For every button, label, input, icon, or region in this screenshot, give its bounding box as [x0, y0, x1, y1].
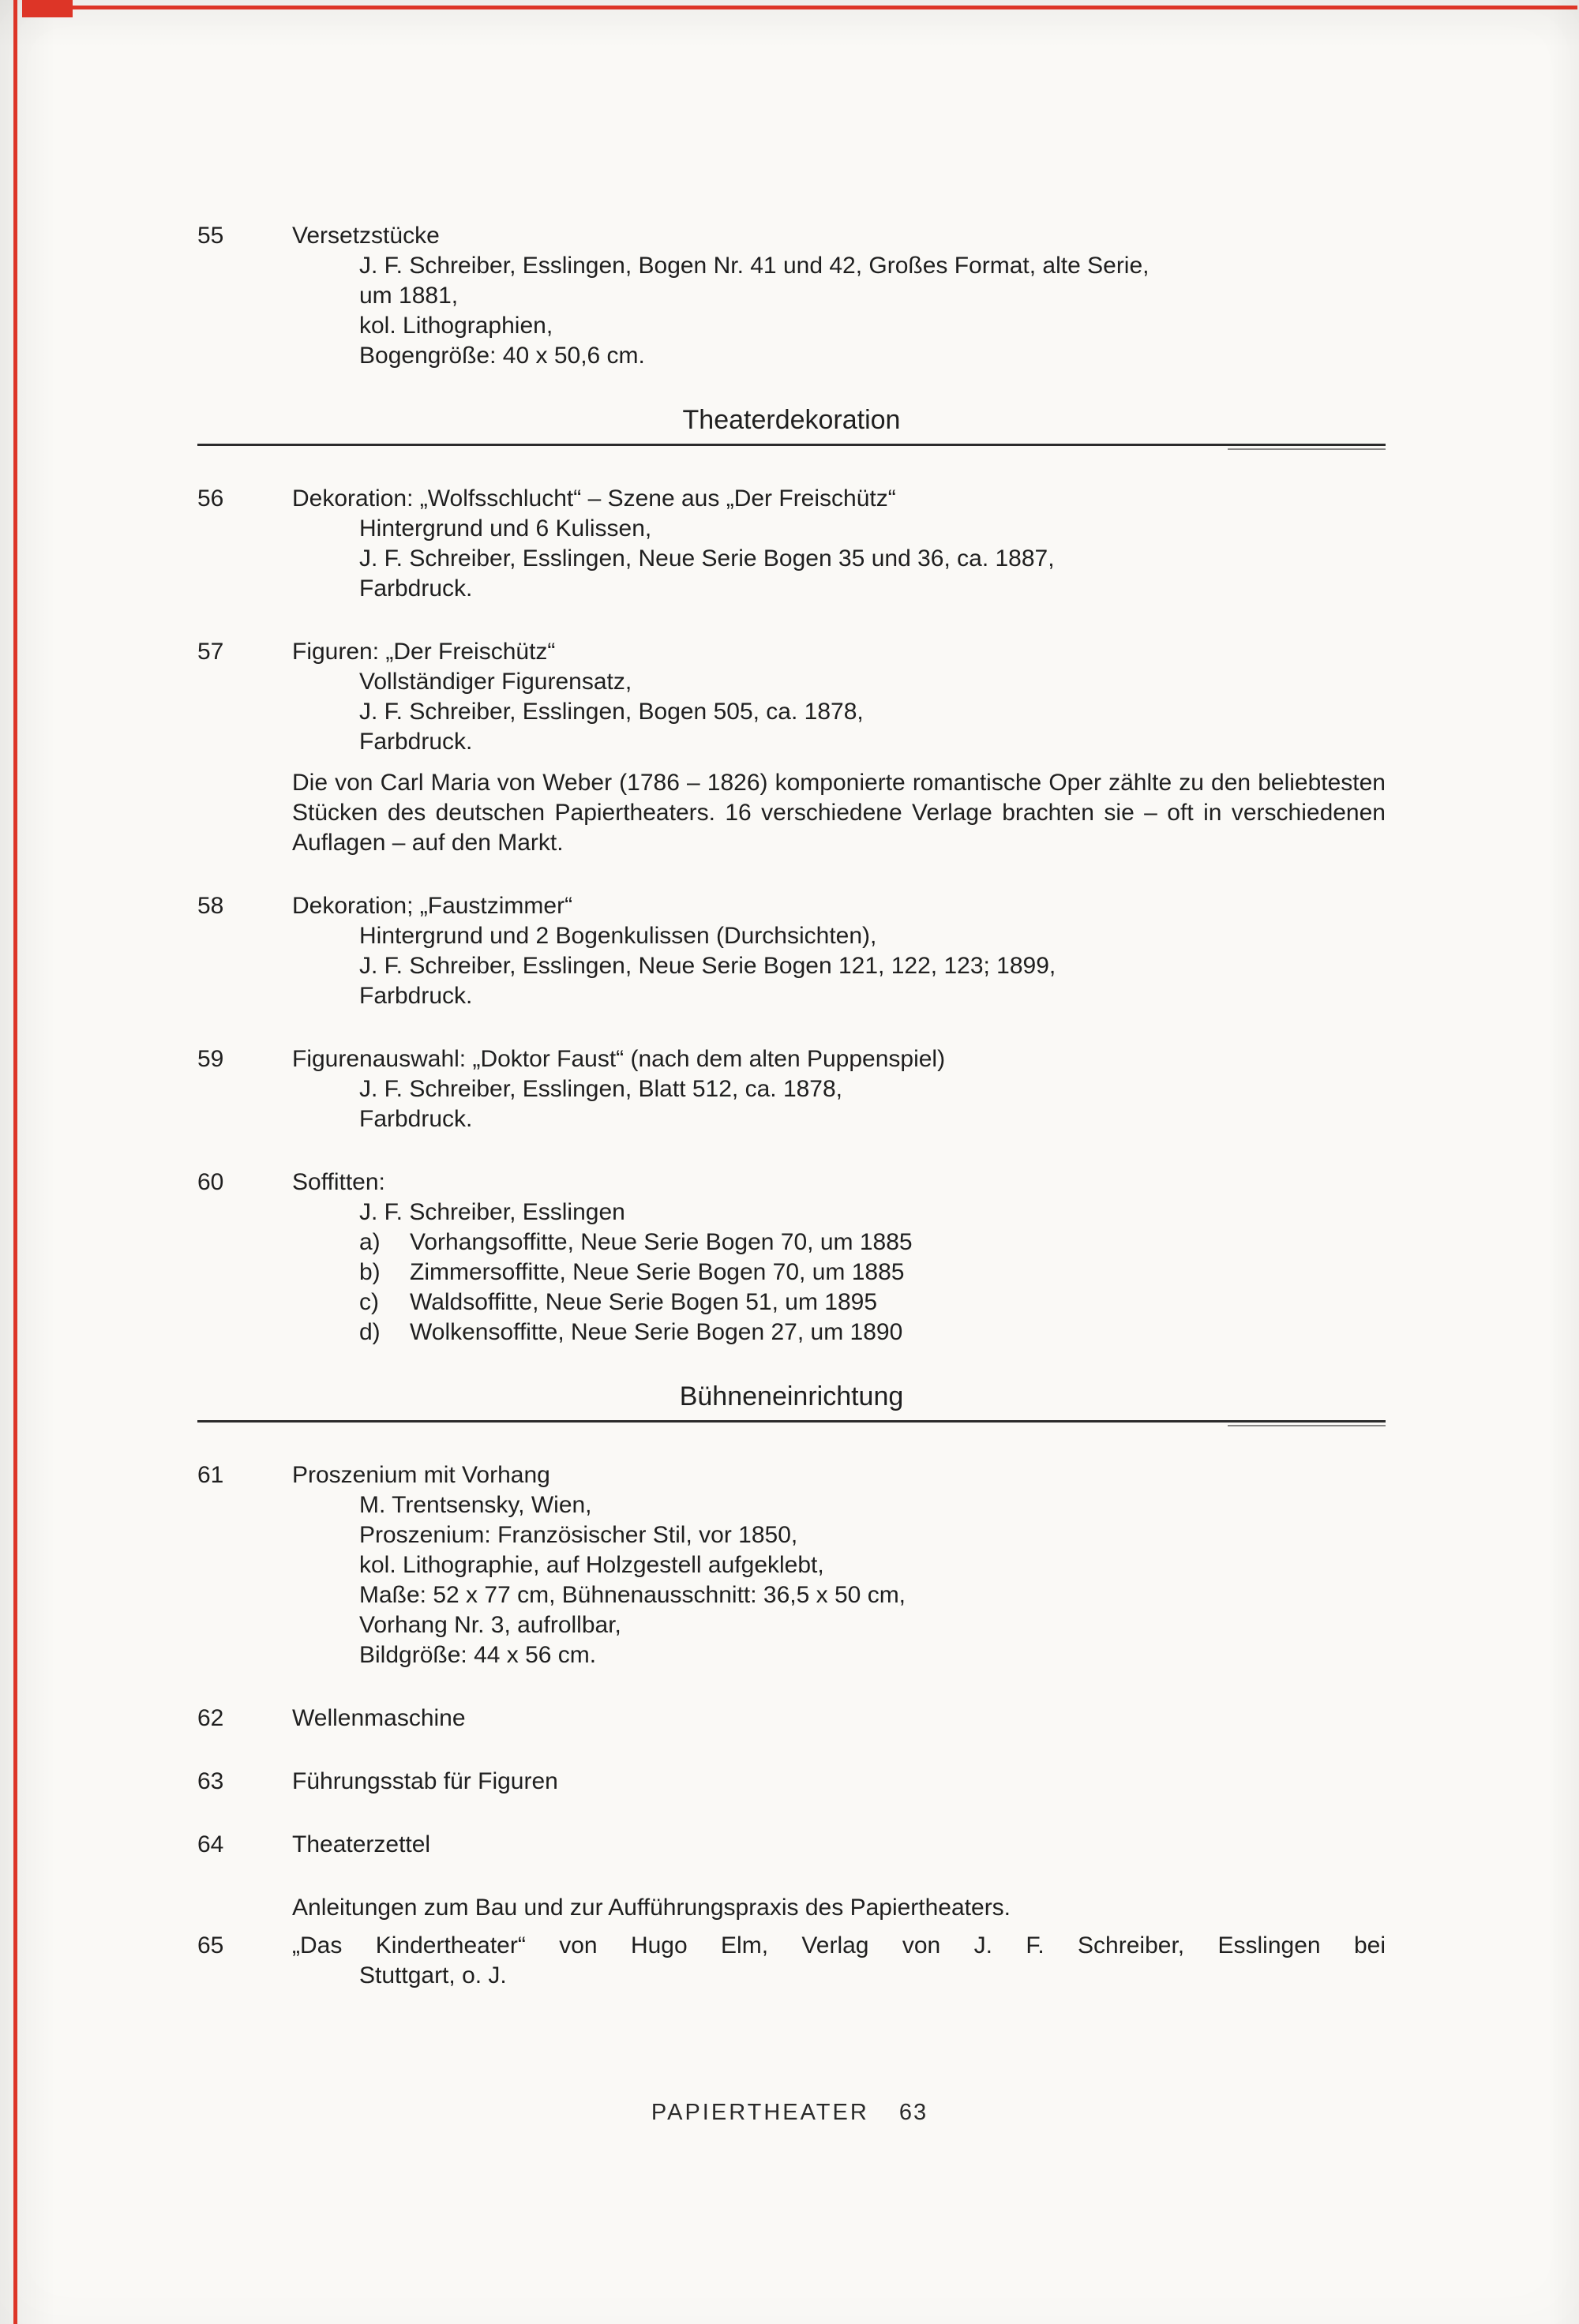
list-item-text: Vorhangsoffitte, Neue Serie Bogen 70, um 1885	[410, 1229, 913, 1255]
entry-line: „Das Kindertheater“ von Hugo Elm, Verlag von J. F. Schreiber, Esslingen bei	[292, 1932, 1386, 1959]
entry-body	[292, 637, 1386, 858]
entry-line: Maße: 52 x 77 cm, Bühnenausschnitt: 36,5 x 50 cm,	[359, 1582, 906, 1608]
catalog-entry	[197, 1767, 1386, 1797]
catalog-entry	[197, 891, 1386, 1011]
entry-line: kol. Lithographien,	[359, 313, 553, 339]
entry-line: Vollständiger Figurensatz,	[359, 669, 632, 695]
footer-running-title: PAPIERTHEATER	[651, 2100, 869, 2125]
entry-body	[292, 1044, 1386, 1134]
entry-line: Bildgröße: 44 x 56 cm.	[359, 1642, 597, 1668]
list-item-text: Zimmersoffitte, Neue Serie Bogen 70, um 1885	[410, 1259, 905, 1285]
catalog-entry	[197, 1830, 1386, 1860]
entry-line: J. F. Schreiber, Esslingen	[359, 1199, 625, 1225]
catalog-listing	[197, 221, 1386, 2024]
entry-number: 64	[197, 1831, 224, 1857]
entry-line: kol. Lithographie, auf Holzgestell aufgeklebt,	[359, 1552, 824, 1578]
entry-line	[292, 1228, 1386, 1258]
entry-number: 61	[197, 1462, 224, 1488]
entry-line: Bogengröße: 40 x 50,6 cm.	[359, 343, 645, 369]
list-letter: d)	[359, 1319, 381, 1345]
section-heading-text: Bühneneinrichtung	[679, 1381, 904, 1411]
entry-line	[292, 1318, 1386, 1348]
list-item-text: Wolkensoffitte, Neue Serie Bogen 27, um 1890	[410, 1319, 903, 1345]
entry-number: 63	[197, 1768, 224, 1794]
entry-line: J. F. Schreiber, Esslingen, Neue Serie Bogen 121, 122, 123; 1899,	[359, 953, 1056, 979]
entry-line: Versetzstücke	[292, 223, 440, 249]
entry-line	[292, 1258, 1386, 1288]
list-letter: c)	[359, 1289, 379, 1315]
entry-line: Proszenium mit Vorhang	[292, 1462, 550, 1488]
entry-line: Farbdruck.	[359, 729, 473, 755]
entry-body	[292, 1931, 1386, 1991]
entry-body	[292, 221, 1386, 371]
entry-line: Figuren: „Der Freischütz“	[292, 639, 556, 665]
entry-line: Theaterzettel	[292, 1831, 431, 1857]
list-item-text: Waldsoffitte, Neue Serie Bogen 51, um 1895	[410, 1289, 878, 1315]
entry-body	[292, 1168, 1386, 1348]
catalog-entry	[197, 637, 1386, 858]
entry-line: J. F. Schreiber, Esslingen, Blatt 512, ca. 1878,	[359, 1076, 843, 1102]
entry-number: 55	[197, 223, 224, 249]
entry-body	[292, 1767, 1386, 1797]
entry-line: Farbdruck.	[359, 983, 473, 1009]
entry-line: um 1881,	[359, 283, 459, 309]
scan-edge-top	[39, 6, 1577, 9]
catalog-entry	[197, 1931, 1386, 1991]
entry-number: 58	[197, 893, 224, 919]
entry-line: Anleitungen zum Bau und zur Aufführungspraxis des Papiertheaters.	[292, 1895, 1011, 1921]
entry-line: Führungsstab für Figuren	[292, 1768, 558, 1794]
list-letter: a)	[359, 1229, 381, 1255]
entry-line: Proszenium: Französischer Stil, vor 1850,	[359, 1522, 798, 1548]
entry-line: J. F. Schreiber, Esslingen, Bogen 505, ca. 1878,	[359, 699, 864, 725]
list-letter: b)	[359, 1259, 381, 1285]
catalog-entry	[197, 1704, 1386, 1734]
entry-line: Farbdruck.	[359, 1106, 473, 1132]
catalog-entry	[197, 1044, 1386, 1134]
entry-line: Hintergrund und 2 Bogenkulissen (Durchsichten),	[359, 923, 877, 949]
entry-line: Farbdruck.	[359, 575, 473, 602]
scan-edge-corner	[22, 0, 73, 17]
entry-body	[292, 1704, 1386, 1734]
entry-line: Hintergrund und 6 Kulissen,	[359, 515, 652, 542]
entry-body	[292, 484, 1386, 604]
entry-body	[292, 891, 1386, 1011]
entry-line: Dekoration; „Faustzimmer“	[292, 893, 573, 919]
section-heading-text: Theaterdekoration	[682, 405, 901, 435]
section-heading	[197, 404, 1386, 446]
scan-edge-left	[13, 0, 17, 2324]
entry-body	[292, 1460, 1386, 1670]
catalog-entry	[197, 1460, 1386, 1670]
entry-line: Wellenmaschine	[292, 1705, 466, 1731]
entry-number: 59	[197, 1046, 224, 1072]
page-footer	[0, 2100, 1579, 2126]
catalog-entry	[197, 1893, 1386, 1923]
entry-note: Die von Carl Maria von Weber (1786 – 1826) komponierte romantische Oper zählte zu den beliebtesten Stücken des deutschen Papiertheaters. 16 verschiedene Verlage brachten sie – oft in verschiedenen Auflagen – auf den Markt.	[292, 770, 1386, 856]
entry-number: 65	[197, 1932, 224, 1959]
entry-line	[292, 1288, 1386, 1318]
entry-line: J. F. Schreiber, Esslingen, Neue Serie Bogen 35 und 36, ca. 1887,	[359, 545, 1055, 572]
entry-line: Stuttgart, o. J.	[359, 1962, 507, 1989]
entry-number: 62	[197, 1705, 224, 1731]
entry-number: 57	[197, 639, 224, 665]
entry-number: 56	[197, 485, 224, 512]
entry-number: 60	[197, 1169, 224, 1195]
footer-page-number: 63	[898, 2100, 928, 2125]
entry-body	[292, 1893, 1386, 1923]
entry-line: J. F. Schreiber, Esslingen, Bogen Nr. 41 und 42, Großes Format, alte Serie,	[359, 253, 1150, 279]
catalog-entry	[197, 1168, 1386, 1348]
catalog-entry	[197, 221, 1386, 371]
catalog-entry	[197, 484, 1386, 604]
entry-line: Dekoration: „Wolfsschlucht“ – Szene aus „Der Freischütz“	[292, 485, 896, 512]
entry-line: Figurenauswahl: „Doktor Faust“ (nach dem alten Puppenspiel)	[292, 1046, 946, 1072]
entry-body	[292, 1830, 1386, 1860]
entry-line: Soffitten:	[292, 1169, 385, 1195]
entry-line: Vorhang Nr. 3, aufrollbar,	[359, 1612, 621, 1638]
section-heading	[197, 1381, 1386, 1423]
entry-number	[197, 1893, 292, 1923]
entry-line: M. Trentsensky, Wien,	[359, 1492, 592, 1518]
